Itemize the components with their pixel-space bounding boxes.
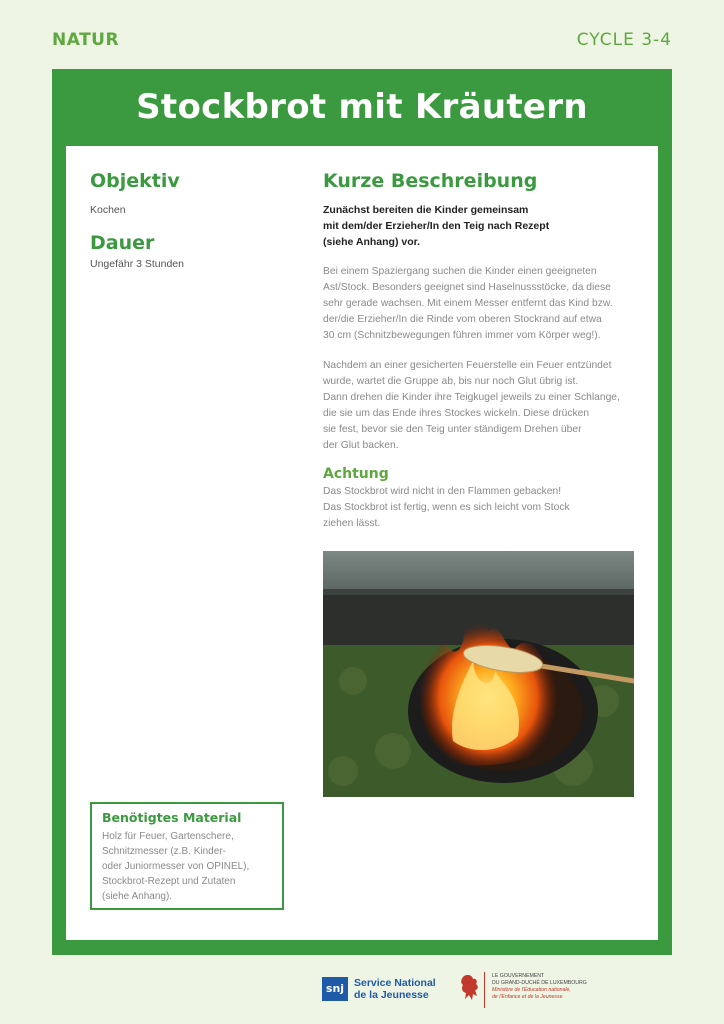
beschreibung-paragraph-1	[323, 264, 643, 344]
category-label: NATUR	[52, 30, 120, 50]
activity-card	[52, 69, 672, 955]
paragraph-line: sehr gerade wachsen. Mit einem Messer entfernt das Kind bzw.	[323, 298, 613, 309]
lead-line: mit dem/der Erzieher/In den Teig nach Rezept	[323, 220, 550, 232]
paragraph-line: wurde, wartet die Gruppe ab, bis nur noch Glut übrig ist.	[323, 376, 579, 387]
gov-line-2: DU GRAND-DUCHÉ DE LUXEMBOURG	[492, 980, 587, 986]
snj-mark: snj	[322, 977, 348, 1001]
dauer-text: Ungefähr 3 Stunden	[90, 258, 184, 270]
material-line: Stockbrot-Rezept und Zutaten	[102, 876, 236, 887]
paragraph-line: 30 cm (Schnitzbewegungen führen immer vom Körper weg!).	[323, 330, 601, 341]
left-column	[90, 170, 290, 272]
objectiv-heading: Objektiv	[90, 170, 180, 192]
paragraph-line: der/die Erzieher/In die Rinde vom oberen Stockrand auf etwa	[323, 314, 602, 325]
government-logo	[458, 972, 628, 1008]
material-line: Schnitzmesser (z.B. Kinder-	[102, 846, 226, 857]
cycle-label: CYCLE 3-4	[576, 30, 672, 50]
material-box	[90, 802, 284, 910]
objectiv-text: Kochen	[90, 204, 126, 216]
paragraph-line: der Glut backen.	[323, 440, 399, 451]
snj-line-1: Service National	[354, 977, 436, 989]
beschreibung-paragraph-2	[323, 358, 643, 454]
material-line: Holz für Feuer, Gartenschere,	[102, 831, 234, 842]
gov-line-1: LE GOUVERNEMENT	[492, 973, 545, 979]
page-title: Stockbrot mit Kräutern	[136, 87, 588, 127]
right-column	[323, 170, 643, 532]
beschreibung-lead	[323, 202, 643, 250]
top-bar	[52, 30, 672, 52]
achtung-line: ziehen lässt.	[323, 518, 381, 529]
campfire-photo	[323, 551, 634, 797]
dauer-heading: Dauer	[90, 232, 155, 254]
material-line: oder Juniormesser von OPINEL),	[102, 861, 250, 872]
snj-line-2: de la Jeunesse	[354, 989, 429, 1001]
gov-line-3: Ministère de l'Éducation nationale,	[492, 987, 571, 993]
achtung-line: Das Stockbrot wird nicht in den Flammen gebacken!	[323, 486, 562, 497]
achtung-text	[323, 484, 643, 532]
paragraph-line: Dann drehen die Kinder ihre Teigkugel jeweils zu einer Schlange,	[323, 392, 620, 403]
government-wordmark	[492, 973, 632, 1001]
campfire-illustration	[323, 551, 634, 797]
material-heading: Benötigtes Material	[102, 810, 242, 825]
lead-line: (siehe Anhang) vor.	[323, 236, 421, 248]
lead-line: Zunächst bereiten die Kinder gemeinsam	[323, 204, 529, 216]
paragraph-line: Ast/Stock. Besonders geeignet sind Haselnussstöcke, da diese	[323, 282, 611, 293]
paragraph-line: die sie um das Ende ihres Stockes wickeln. Diese drücken	[323, 408, 590, 419]
paragraph-line: Bei einem Spaziergang suchen die Kinder einen geeigneten	[323, 266, 597, 277]
material-line: (siehe Anhang).	[102, 891, 173, 902]
content-panel	[66, 146, 658, 940]
gov-line-4: de l'Enfance et de la Jeunesse	[492, 994, 563, 1000]
logo-separator	[484, 972, 485, 1008]
beschreibung-heading: Kurze Beschreibung	[323, 170, 538, 192]
achtung-heading: Achtung	[323, 466, 389, 482]
paragraph-line: sie fest, bevor sie den Teig unter ständigem Drehen über	[323, 424, 582, 435]
achtung-line: Das Stockbrot ist fertig, wenn es sich leicht vom Stock	[323, 502, 570, 513]
red-lion-icon	[458, 972, 482, 1004]
paragraph-line: Nachdem an einer gesicherten Feuerstelle ein Feuer entzündet	[323, 360, 612, 371]
snj-wordmark	[354, 977, 464, 1001]
